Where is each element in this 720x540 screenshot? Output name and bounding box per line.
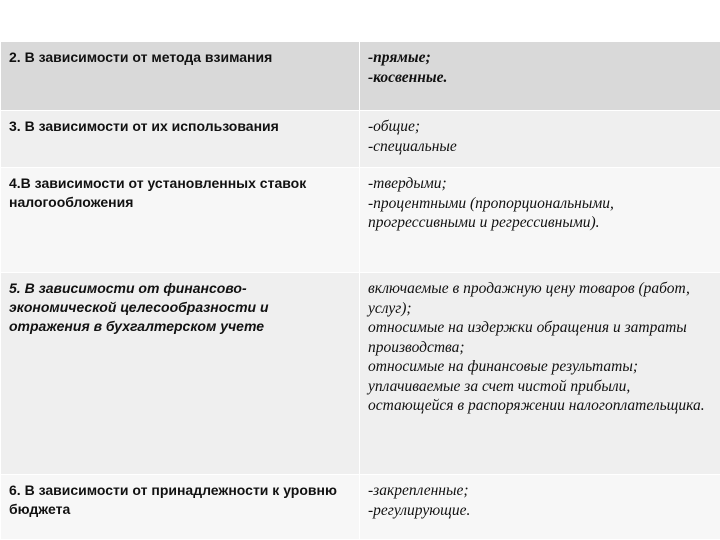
values-cell <box>360 273 720 475</box>
values-cell <box>360 111 720 168</box>
category-text: 2. В зависимости от метода взимания <box>9 49 273 65</box>
category-cell <box>1 42 360 111</box>
table-row <box>1 168 720 273</box>
value-item: уплачиваемые за счет чистой прибыли, остающейся в распоряжении налогоплательщика. <box>368 377 705 414</box>
value-item: -твердыми; <box>368 175 447 192</box>
category-cell <box>1 475 360 540</box>
value-item: -закрепленные; <box>368 482 469 499</box>
value-item: относимые на финансовые результаты; <box>368 358 639 375</box>
values-cell <box>360 475 720 540</box>
category-cell <box>1 111 360 168</box>
value-item: -процентными (пропорциональными, прогрессивными и регрессивными). <box>368 194 618 231</box>
table-row <box>1 111 720 168</box>
category-text: 5. В зависимости от финансово-экономической целесообразности и отражения в бухгалтерском учете <box>9 280 269 334</box>
values-list <box>360 273 720 416</box>
value-item: -прямые; <box>368 49 431 66</box>
category-text: 4.В зависимости от установленных ставок налогообложения <box>9 175 307 210</box>
table-row <box>1 475 720 540</box>
category-cell <box>1 273 360 475</box>
table-row <box>1 42 720 111</box>
value-item: -косвенные. <box>368 68 448 86</box>
category-text: 6. В зависимости от принадлежности к уровню бюджета <box>9 482 337 517</box>
values-list <box>360 475 720 520</box>
values-list <box>360 42 720 87</box>
values-cell <box>360 42 720 111</box>
category-text: 3. В зависимости от их использования <box>9 118 279 134</box>
value-item: -регулирующие. <box>368 501 471 519</box>
value-item: включаемые в продажную цену товаров (работ, услуг); <box>368 280 694 317</box>
values-cell <box>360 168 720 273</box>
value-item: -общие; <box>368 118 420 135</box>
values-list <box>360 111 720 156</box>
table-row <box>1 273 720 475</box>
tax-classification-table <box>0 41 720 540</box>
category-cell <box>1 168 360 273</box>
value-item: относимые на издержки обращения и затраты производства; <box>368 319 691 356</box>
values-list <box>360 168 720 233</box>
value-item: -специальные <box>368 137 457 155</box>
